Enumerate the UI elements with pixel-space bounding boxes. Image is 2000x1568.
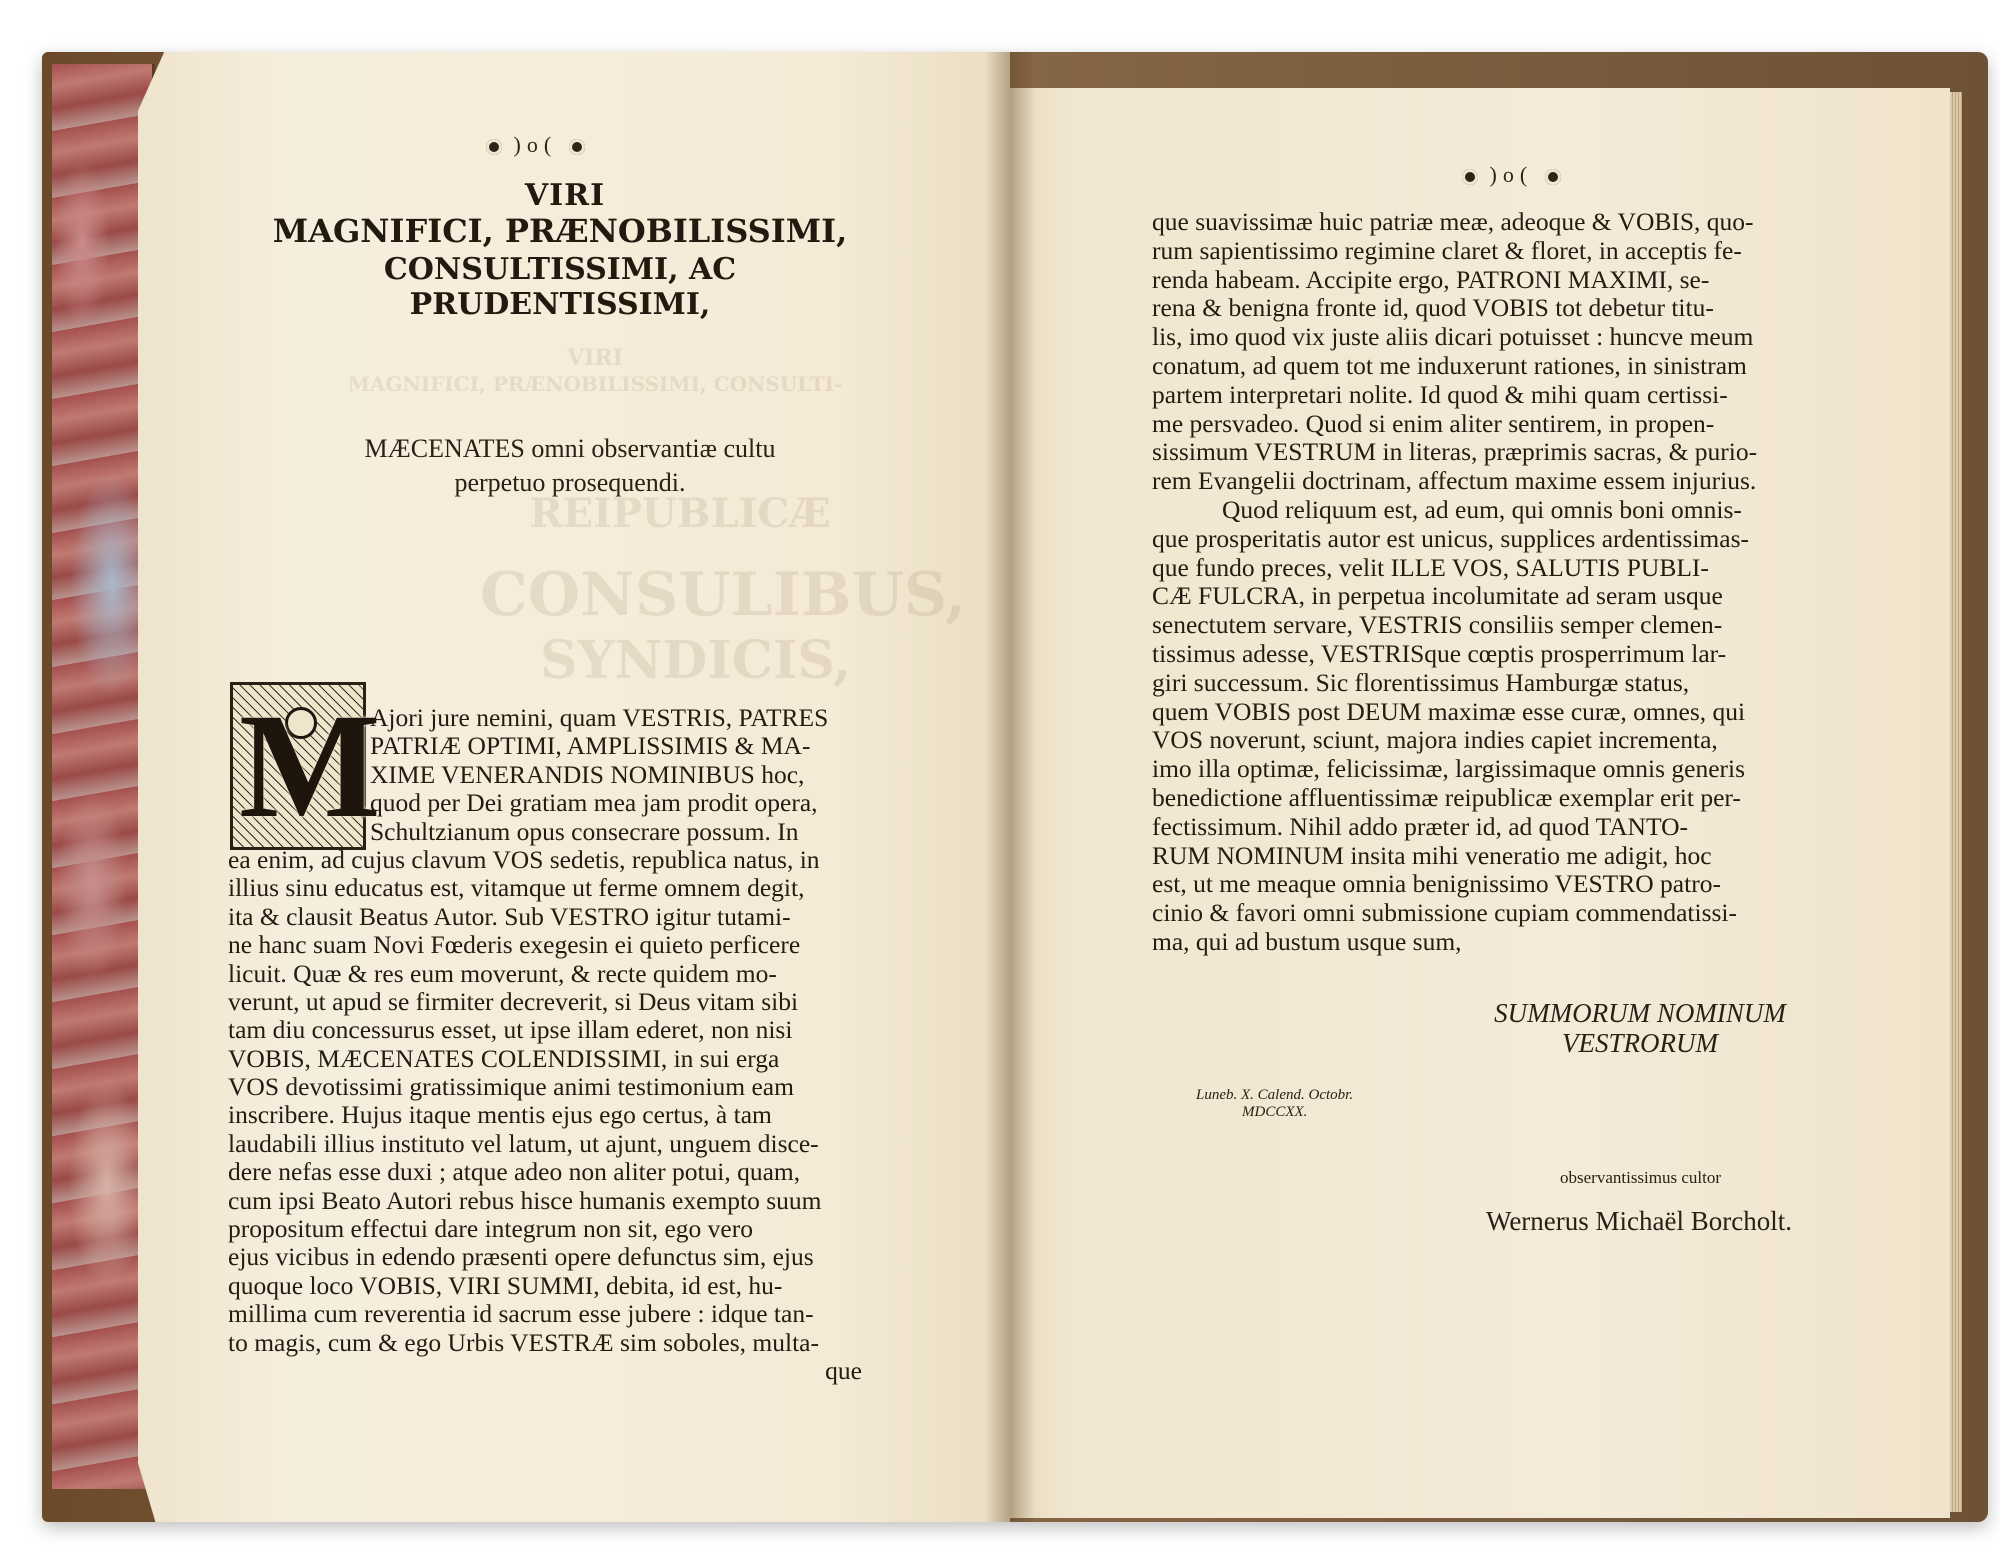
initial-letter: M	[239, 683, 381, 849]
text-line: tissimus adesse, VESTRISque cœptis prosperrimum lar-	[1152, 638, 1727, 668]
place-date-line-1: Luneb. X. Calend. Octobr.	[1196, 1087, 1354, 1103]
text-line: partem interpretari nolite. Id quod & mihi quam certissi-	[1152, 379, 1728, 409]
page-ornament-right	[1462, 162, 1561, 188]
title-viri: VIRI	[524, 178, 606, 213]
maecenates-line-2: perpetuo prosequendi.	[454, 468, 686, 497]
place-date-line-2: MDCCXX.	[1242, 1104, 1308, 1120]
text-line: senectutem servare, VESTRIS consiliis semper clemen-	[1152, 610, 1723, 640]
text-line: licuit. Quæ & res eum moverunt, & recte quidem mo-	[228, 958, 777, 988]
ornament-text: )o(	[1489, 162, 1534, 187]
show-through-text: MAGNIFICI, PRÆNOBILISSIMI, CONSULTI-	[347, 372, 843, 396]
text-line: ejus vicibus in edendo præsenti opere defunctus sim, ejus	[228, 1242, 814, 1272]
text-line: Schultzianum opus consecrare possum. In	[370, 816, 799, 846]
closing-formula	[1470, 998, 1810, 1058]
title-consultissimi: CONSULTISSIMI, AC PRUDENTISSIMI,	[383, 252, 737, 322]
text-line: rena & benigna fronte id, quod VOBIS tot debetur titu-	[1152, 293, 1714, 323]
text-line: cinio & favori omni submissione cupiam commendatissi-	[1152, 898, 1737, 928]
text-line: renda habeam. Accipite ergo, PATRONI MAXIMI, se-	[1152, 264, 1710, 294]
text-line: VOBIS, MÆCENATES COLENDISSIMI, in sui erga	[228, 1043, 780, 1073]
text-line: rum sapientissimo regimine claret & floret, in acceptis fe-	[1152, 235, 1742, 265]
dedication-maecenates	[300, 432, 840, 500]
closing-line-2: VESTRORUM	[1562, 1028, 1718, 1058]
text-line: sissimum VESTRUM in literas, præprimis sacras, & purio-	[1152, 437, 1758, 467]
text-line: que prosperitatis autor est unicus, supplices ardentissimas-	[1152, 523, 1749, 553]
rose-icon	[1545, 169, 1561, 185]
text-line: laudabili illius instituto vel latum, ut ajunt, unguem disce-	[228, 1128, 819, 1158]
text-line: CÆ FULCRA, in perpetua incolumitate ad seram usque	[1152, 581, 1723, 611]
page-ornament-left	[486, 132, 585, 158]
page-edges	[1950, 92, 1962, 1512]
left-body-text	[228, 704, 868, 1385]
text-line: lis, imo quod vix juste aliis dicari potuisset : huncve meum	[1152, 322, 1754, 352]
text-line: tam diu concessurus esset, ut ipse illam ederet, non nisi	[228, 1015, 793, 1045]
text-line: quem VOBIS post DEUM maximæ esse curæ, omnes, qui	[1152, 696, 1746, 726]
text-line: Quod reliquum est, ad eum, qui omnis boni omnis-	[1222, 494, 1742, 524]
text-line: quod per Dei gratiam mea jam prodit opera,	[370, 788, 818, 818]
text-line: VOS noverunt, sciunt, majora indies capiet incrementa,	[1152, 725, 1718, 755]
text-line: imo illa optimæ, felicissimæ, largissimaque omnis generis	[1152, 754, 1746, 784]
show-through-text: REIPUBLICÆ	[529, 490, 831, 537]
show-through-text: CONSULIBUS,	[480, 560, 966, 630]
text-line: cum ipsi Beato Autori rebus hisce humanis exempto suum	[228, 1185, 822, 1215]
text-line: conatum, ad quem tot me induxerunt rationes, in sinistram	[1152, 350, 1747, 380]
show-through-text: SYNDICIS,	[540, 630, 852, 691]
text-line: Ajori jure nemini, quam VESTRIS, PATRES	[370, 703, 829, 732]
cultor-label: observantissimus cultor	[1560, 1168, 1722, 1187]
text-line: benedictione affluentissimæ reipublicæ exemplar erit per-	[1152, 782, 1741, 812]
show-through-text: VIRI	[567, 345, 623, 371]
text-line: dere nefas esse duxi ; atque adeo non aliter potui, quam,	[228, 1157, 801, 1187]
book-gutter	[985, 52, 1035, 1522]
place-date	[1196, 1087, 1353, 1121]
text-line: que fundo preces, velit ILLE VOS, SALUTIS PUBLI-	[1152, 552, 1709, 582]
text-line: giri successum. Sic florentissimus Hamburgæ status,	[1152, 667, 1690, 697]
text-line: to magis, cum & ego Urbis VESTRÆ sim soboles, multa-	[228, 1327, 819, 1357]
catchword: que	[825, 1355, 862, 1385]
closing-line-1: SUMMORUM NOMINUM	[1494, 998, 1786, 1028]
text-line: fectissimum. Nihil addo præter id, ad quod TANTO-	[1152, 811, 1688, 841]
rose-icon	[569, 139, 585, 155]
text-line: inscribere. Hujus itaque mentis ejus ego certus, à tam	[228, 1100, 772, 1130]
text-line: me persvadeo. Quod si enim aliter sentirem, in propen-	[1152, 408, 1715, 438]
title-magnifici: MAGNIFICI, PRÆNOBILISSIMI,	[272, 212, 848, 250]
text-line: millima cum reverentia id sacrum esse jubere : idque tan-	[228, 1299, 814, 1329]
signer-name: Wernerus Michaël Borcholt.	[1486, 1206, 1792, 1236]
text-line: illius sinu educatus est, vitamque ut ferme omnem degit,	[228, 873, 805, 903]
text-line: que suavissimæ huic patriæ meæ, adeoque & VOBIS, quo-	[1152, 207, 1754, 236]
text-line: ne hanc suam Novi Fœderis exegesin ei quieto perficere	[228, 930, 801, 960]
ornament-text: )o(	[513, 132, 558, 157]
text-line: PATRIÆ OPTIMI, AMPLISSIMIS & MA-	[370, 731, 811, 761]
text-line: ita & clausit Beatus Autor. Sub VESTRO igitur tutami-	[228, 901, 791, 931]
right-body-text	[1152, 208, 1832, 957]
text-line: verunt, ut apud se firmiter decreverit, si Deus vitam sibi	[228, 986, 799, 1016]
text-line: quoque loco VOBIS, VIRI SUMMI, debita, id est, hu-	[228, 1270, 783, 1300]
text-line: RUM NOMINUM insita mihi veneratio me adigit, hoc	[1152, 840, 1712, 870]
text-line: XIME VENERANDIS NOMINIBUS hoc,	[370, 759, 805, 789]
text-line: ea enim, ad cujus clavum VOS sedetis, republica natus, in	[228, 844, 820, 874]
text-line: rem Evangelii doctrinam, affectum maxime essem injurius.	[1152, 466, 1757, 496]
text-line: ma, qui ad bustum usque sum,	[1152, 926, 1462, 956]
text-line: est, ut me meaque omnia benignissimo VESTRO patro-	[1152, 869, 1721, 899]
rose-icon	[1462, 169, 1478, 185]
maecenates-line-1: MÆCENATES omni observantiæ cultu	[364, 434, 776, 463]
rose-icon	[486, 139, 502, 155]
text-line: propositum effectui dare integrum non sit, ego vero	[228, 1214, 753, 1244]
text-line: VOS devotissimi gratissimique animi testimonium eam	[228, 1072, 794, 1102]
